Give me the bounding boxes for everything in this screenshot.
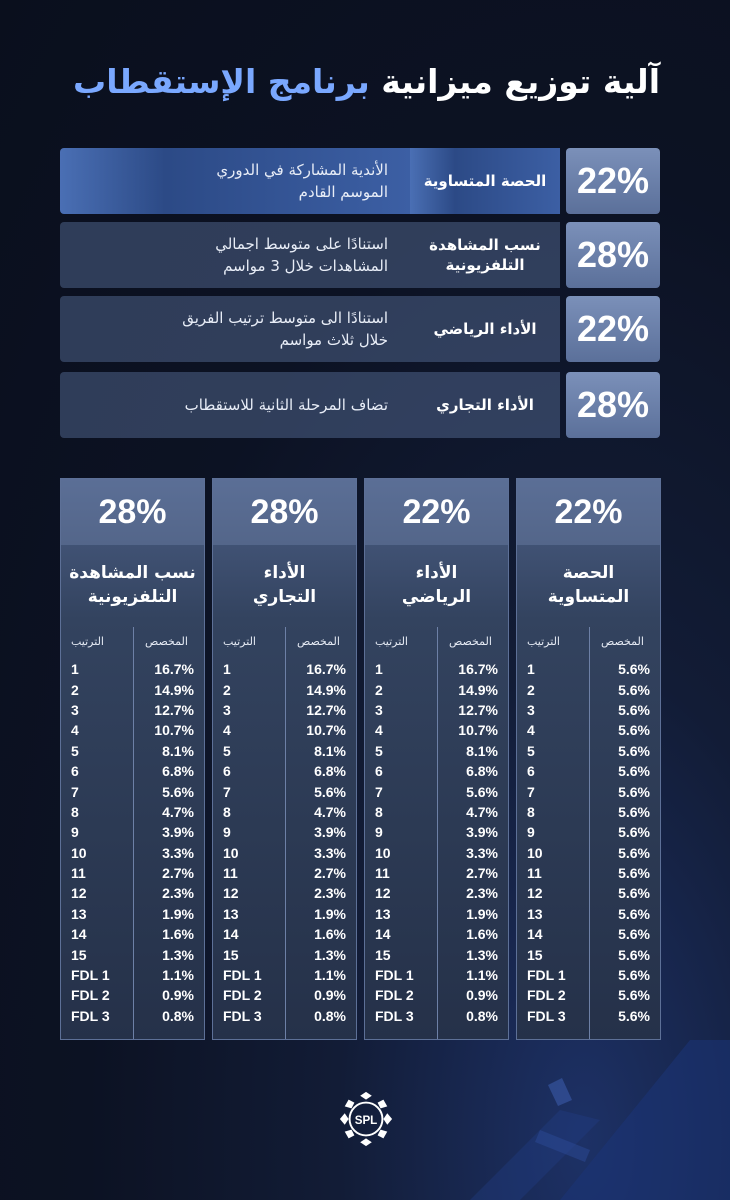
rank-cell: 2 — [527, 681, 535, 698]
allocation-cell: 2.3% — [314, 885, 346, 902]
table-row — [365, 781, 508, 801]
criteria-row-equal-share — [60, 148, 660, 214]
table-row — [517, 944, 660, 964]
allocation-cell: 2.7% — [466, 865, 498, 882]
column-name-line: التلفزيونية — [87, 587, 178, 607]
table-row — [213, 863, 356, 883]
rank-cell: 9 — [527, 824, 535, 841]
rank-cell: 12 — [375, 885, 391, 902]
table-row — [213, 965, 356, 985]
allocation-cell: 0.8% — [314, 1007, 346, 1024]
allocation-cell: 14.9% — [154, 681, 194, 698]
allocation-cell: 5.6% — [618, 844, 650, 861]
rank-cell: 5 — [223, 742, 231, 759]
table-row — [213, 843, 356, 863]
table-row — [61, 944, 204, 964]
allocation-cell: 0.9% — [314, 987, 346, 1004]
criteria-percent: 28% — [566, 372, 660, 438]
table-row — [61, 985, 204, 1005]
rank-cell: FDL 1 — [375, 967, 414, 984]
criteria-desc-line2: المشاهدات خلال 3 مواسم — [223, 257, 388, 275]
allocation-cell: 0.9% — [162, 987, 194, 1004]
table-row — [213, 802, 356, 822]
table-row — [213, 781, 356, 801]
table-row — [61, 924, 204, 944]
allocation-cell: 3.9% — [162, 824, 194, 841]
criteria-desc-line1: استنادًا على متوسط اجمالي — [215, 234, 388, 253]
table-row — [213, 924, 356, 944]
allocation-cell: 3.3% — [314, 844, 346, 861]
table-row — [517, 822, 660, 842]
rank-cell: 8 — [223, 803, 231, 820]
table-row — [365, 924, 508, 944]
allocation-cell: 1.1% — [314, 967, 346, 984]
allocation-header: المخصص — [145, 635, 188, 648]
rank-cell: 9 — [71, 824, 79, 841]
table-row — [61, 863, 204, 883]
rank-cell: 6 — [527, 763, 535, 780]
allocation-cell: 3.3% — [162, 844, 194, 861]
allocation-cell: 14.9% — [306, 681, 346, 698]
criteria-row-sports-performance — [60, 296, 660, 362]
title-accent: برنامج الإستقطاب — [73, 62, 370, 101]
rank-cell: 4 — [527, 722, 535, 739]
rank-cell: 5 — [375, 742, 383, 759]
table-row — [365, 883, 508, 903]
spl-logo-icon — [337, 1090, 395, 1148]
table-row — [365, 720, 508, 740]
allocation-cell: 10.7% — [306, 722, 346, 739]
rank-cell: 1 — [71, 661, 79, 678]
rank-cell: 11 — [223, 865, 238, 882]
allocation-cell: 1.9% — [162, 905, 194, 922]
rank-header: الترتيب — [375, 635, 408, 648]
table-row — [61, 904, 204, 924]
allocation-cell: 4.7% — [314, 803, 346, 820]
rank-cell: 9 — [223, 824, 231, 841]
table-row — [517, 1006, 660, 1026]
criteria-desc-line2: الموسم القادم — [298, 183, 388, 201]
rank-cell: FDL 2 — [71, 987, 110, 1004]
table-row — [365, 1006, 508, 1026]
allocation-cell: 5.6% — [618, 783, 650, 800]
rank-cell: FDL 3 — [527, 1007, 566, 1024]
table-row — [517, 781, 660, 801]
table-row — [517, 700, 660, 720]
rank-header: الترتيب — [71, 635, 104, 648]
table-row — [365, 843, 508, 863]
allocation-cell: 16.7% — [306, 661, 346, 678]
criteria-desc-line1: الأندية المشاركة في الدوري — [216, 160, 388, 179]
allocation-cell: 12.7% — [154, 701, 194, 718]
rank-cell: 13 — [71, 905, 87, 922]
rank-cell: 11 — [527, 865, 542, 882]
rank-cell: 7 — [223, 783, 231, 800]
allocation-cell: 1.1% — [162, 967, 194, 984]
column-name-line: نسب المشاهدة — [69, 563, 196, 584]
allocation-cell: 1.9% — [466, 905, 498, 922]
rank-cell: 3 — [375, 701, 383, 718]
allocation-column — [60, 478, 205, 1040]
rank-cell: 8 — [375, 803, 383, 820]
column-name — [517, 545, 660, 627]
table-row — [61, 1006, 204, 1026]
table-row — [61, 700, 204, 720]
column-name-line: الحصة — [562, 563, 615, 584]
table-row — [517, 904, 660, 924]
table-row — [365, 985, 508, 1005]
criteria-description — [60, 372, 410, 438]
allocation-cell: 3.9% — [314, 824, 346, 841]
page-title — [73, 62, 660, 101]
column-name-line: الرياضي — [401, 587, 472, 607]
rank-cell: 3 — [527, 701, 535, 718]
allocation-cell: 5.6% — [618, 763, 650, 780]
rank-cell: 1 — [527, 661, 535, 678]
table-row — [517, 741, 660, 761]
table-row — [365, 700, 508, 720]
table-row — [517, 679, 660, 699]
criteria-name: نسب المشاهدة التلفزيونية — [410, 222, 560, 288]
allocation-cell: 1.9% — [314, 905, 346, 922]
rank-cell: 13 — [527, 905, 543, 922]
allocation-cell: 5.6% — [618, 926, 650, 943]
allocation-cell: 5.6% — [314, 783, 346, 800]
allocation-cell: 6.8% — [314, 763, 346, 780]
allocation-cell: 5.6% — [618, 803, 650, 820]
table-row — [365, 741, 508, 761]
rank-cell: 2 — [71, 681, 79, 698]
rank-cell: 3 — [223, 701, 231, 718]
table-row — [365, 863, 508, 883]
allocation-cell: 3.9% — [466, 824, 498, 841]
rank-cell: FDL 3 — [71, 1007, 110, 1024]
rank-header: الترتيب — [527, 635, 560, 648]
rank-cell: 12 — [223, 885, 239, 902]
rank-cell: 6 — [71, 763, 79, 780]
table-row — [365, 679, 508, 699]
rank-header: الترتيب — [223, 635, 256, 648]
table-row — [61, 761, 204, 781]
rank-cell: FDL 2 — [375, 987, 414, 1004]
rank-cell: 15 — [375, 946, 391, 963]
allocation-cell: 5.6% — [618, 742, 650, 759]
allocation-cell: 5.6% — [618, 865, 650, 882]
allocation-cell: 5.6% — [618, 885, 650, 902]
rank-cell: FDL 1 — [527, 967, 566, 984]
rank-cell: 14 — [527, 926, 543, 943]
allocation-cell: 5.6% — [618, 946, 650, 963]
rank-cell: 14 — [375, 926, 391, 943]
rank-cell: 1 — [223, 661, 231, 678]
allocation-cell: 5.6% — [618, 701, 650, 718]
logo-text: SPL — [354, 1113, 378, 1127]
allocation-cell: 12.7% — [458, 701, 498, 718]
allocation-column — [516, 478, 661, 1040]
rank-cell: 12 — [527, 885, 543, 902]
allocation-cell: 5.6% — [618, 824, 650, 841]
allocation-cell: 1.3% — [466, 946, 498, 963]
table-row — [517, 924, 660, 944]
column-name — [61, 545, 204, 627]
table-row — [61, 781, 204, 801]
allocation-cell: 1.6% — [314, 926, 346, 943]
table-row — [365, 761, 508, 781]
rank-cell: 2 — [375, 681, 383, 698]
allocation-cell: 8.1% — [314, 742, 346, 759]
criteria-desc-line1: استنادًا الى متوسط ترتيب الفريق — [182, 308, 388, 327]
allocation-cell: 1.6% — [466, 926, 498, 943]
table-row — [213, 883, 356, 903]
allocation-cell: 5.6% — [618, 681, 650, 698]
allocation-cell: 8.1% — [162, 742, 194, 759]
allocation-cell: 0.9% — [466, 987, 498, 1004]
table-row — [213, 659, 356, 679]
title-main: آلية توزيع ميزانية — [369, 62, 660, 101]
table-row — [61, 802, 204, 822]
rank-cell: 2 — [223, 681, 231, 698]
allocation-header: المخصص — [601, 635, 644, 648]
allocation-cell: 10.7% — [458, 722, 498, 739]
rank-cell: 7 — [71, 783, 79, 800]
allocation-cell: 1.3% — [162, 946, 194, 963]
allocation-table — [61, 627, 204, 1039]
allocation-header: المخصص — [449, 635, 492, 648]
table-row — [61, 965, 204, 985]
rank-cell: 15 — [527, 946, 543, 963]
rank-cell: 7 — [375, 783, 383, 800]
rank-cell: 5 — [527, 742, 535, 759]
table-row — [213, 720, 356, 740]
column-name-line: التجاري — [252, 587, 317, 607]
allocation-cell: 5.6% — [466, 783, 498, 800]
rank-cell: 10 — [223, 844, 239, 861]
allocation-cell: 16.7% — [458, 661, 498, 678]
rank-cell: 1 — [375, 661, 383, 678]
rank-cell: 9 — [375, 824, 383, 841]
allocation-cell: 2.3% — [162, 885, 194, 902]
criteria-row-tv-viewership — [60, 222, 660, 288]
table-row — [213, 822, 356, 842]
rank-cell: 11 — [375, 865, 390, 882]
allocation-cell: 5.6% — [618, 987, 650, 1004]
rank-cell: 11 — [71, 865, 86, 882]
column-name — [365, 545, 508, 627]
column-name-line: الأداء — [415, 563, 458, 584]
rank-cell: 4 — [223, 722, 231, 739]
rank-cell: 13 — [223, 905, 239, 922]
table-row — [365, 802, 508, 822]
criteria-name: الأداء الرياضي — [410, 296, 560, 362]
allocation-table — [213, 627, 356, 1039]
table-row — [61, 741, 204, 761]
table-row — [213, 679, 356, 699]
table-row — [61, 679, 204, 699]
table-row — [365, 944, 508, 964]
allocation-cell: 16.7% — [154, 661, 194, 678]
table-row — [517, 883, 660, 903]
allocation-cell: 0.8% — [466, 1007, 498, 1024]
allocation-table — [365, 627, 508, 1039]
table-row — [365, 659, 508, 679]
table-row — [213, 1006, 356, 1026]
criteria-desc-line2: خلال ثلاث مواسم — [279, 331, 388, 349]
column-name-line: الأداء — [263, 563, 306, 584]
table-row — [213, 944, 356, 964]
table-row — [517, 863, 660, 883]
rank-cell: 15 — [71, 946, 87, 963]
allocation-cell: 3.3% — [466, 844, 498, 861]
column-percent: 28% — [213, 479, 356, 545]
rank-cell: 8 — [71, 803, 79, 820]
column-percent: 28% — [61, 479, 204, 545]
table-row — [213, 741, 356, 761]
allocation-cell: 0.8% — [162, 1007, 194, 1024]
column-name — [213, 545, 356, 627]
table-row — [517, 802, 660, 822]
rank-cell: 14 — [223, 926, 239, 943]
criteria-percent: 28% — [566, 222, 660, 288]
allocation-cell: 2.7% — [162, 865, 194, 882]
allocation-cell: 5.6% — [618, 905, 650, 922]
allocation-column — [212, 478, 357, 1040]
allocation-cell: 6.8% — [466, 763, 498, 780]
criteria-description — [60, 148, 410, 214]
allocation-cell: 1.1% — [466, 967, 498, 984]
rank-cell: 5 — [71, 742, 79, 759]
criteria-description — [60, 296, 410, 362]
criteria-description — [60, 222, 410, 288]
criteria-desc-line1: تضاف المرحلة الثانية للاستقطاب — [184, 395, 388, 414]
rank-cell: FDL 3 — [375, 1007, 414, 1024]
allocation-cell: 14.9% — [458, 681, 498, 698]
table-row — [517, 761, 660, 781]
column-name-line: المتساوية — [547, 587, 630, 607]
allocation-cell: 10.7% — [154, 722, 194, 739]
rank-cell: 14 — [71, 926, 87, 943]
table-row — [365, 822, 508, 842]
rank-cell: 6 — [223, 763, 231, 780]
table-row — [61, 883, 204, 903]
rank-cell: 12 — [71, 885, 87, 902]
table-row — [517, 720, 660, 740]
criteria-percent: 22% — [566, 148, 660, 214]
table-row — [517, 985, 660, 1005]
allocation-cell: 1.6% — [162, 926, 194, 943]
allocation-cell: 8.1% — [466, 742, 498, 759]
allocation-cell: 4.7% — [466, 803, 498, 820]
allocation-cell: 4.7% — [162, 803, 194, 820]
table-row — [213, 700, 356, 720]
rank-cell: 8 — [527, 803, 535, 820]
allocation-cell: 5.6% — [618, 967, 650, 984]
allocation-cell: 12.7% — [306, 701, 346, 718]
rank-cell: 10 — [71, 844, 87, 861]
table-row — [213, 761, 356, 781]
table-row — [61, 720, 204, 740]
criteria-name: الحصة المتساوية — [410, 148, 560, 214]
rank-cell: 10 — [375, 844, 391, 861]
table-row — [61, 843, 204, 863]
rank-cell: FDL 1 — [223, 967, 262, 984]
criteria-row-commercial-performance — [60, 372, 660, 438]
rank-cell: 10 — [527, 844, 543, 861]
allocation-table — [517, 627, 660, 1039]
column-percent: 22% — [517, 479, 660, 545]
rank-cell: 3 — [71, 701, 79, 718]
allocation-cell: 6.8% — [162, 763, 194, 780]
rank-cell: FDL 2 — [223, 987, 262, 1004]
table-row — [517, 965, 660, 985]
allocation-cell: 5.6% — [162, 783, 194, 800]
table-row — [517, 659, 660, 679]
allocation-header: المخصص — [297, 635, 340, 648]
allocation-cell: 2.3% — [466, 885, 498, 902]
criteria-percent: 22% — [566, 296, 660, 362]
allocation-cell: 2.7% — [314, 865, 346, 882]
table-row — [213, 904, 356, 924]
rank-cell: 4 — [71, 722, 79, 739]
column-percent: 22% — [365, 479, 508, 545]
allocation-cell: 5.6% — [618, 661, 650, 678]
table-row — [365, 965, 508, 985]
table-row — [365, 904, 508, 924]
rank-cell: FDL 2 — [527, 987, 566, 1004]
rank-cell: 13 — [375, 905, 391, 922]
rank-cell: FDL 1 — [71, 967, 110, 984]
allocation-cell: 1.3% — [314, 946, 346, 963]
table-row — [213, 985, 356, 1005]
allocation-cell: 5.6% — [618, 722, 650, 739]
table-row — [61, 822, 204, 842]
criteria-name: الأداء التجاري — [410, 372, 560, 438]
rank-cell: 6 — [375, 763, 383, 780]
rank-cell: 7 — [527, 783, 535, 800]
table-row — [61, 659, 204, 679]
rank-cell: 15 — [223, 946, 239, 963]
table-row — [517, 843, 660, 863]
allocation-column — [364, 478, 509, 1040]
allocation-cell: 5.6% — [618, 1007, 650, 1024]
rank-cell: 4 — [375, 722, 383, 739]
rank-cell: FDL 3 — [223, 1007, 262, 1024]
